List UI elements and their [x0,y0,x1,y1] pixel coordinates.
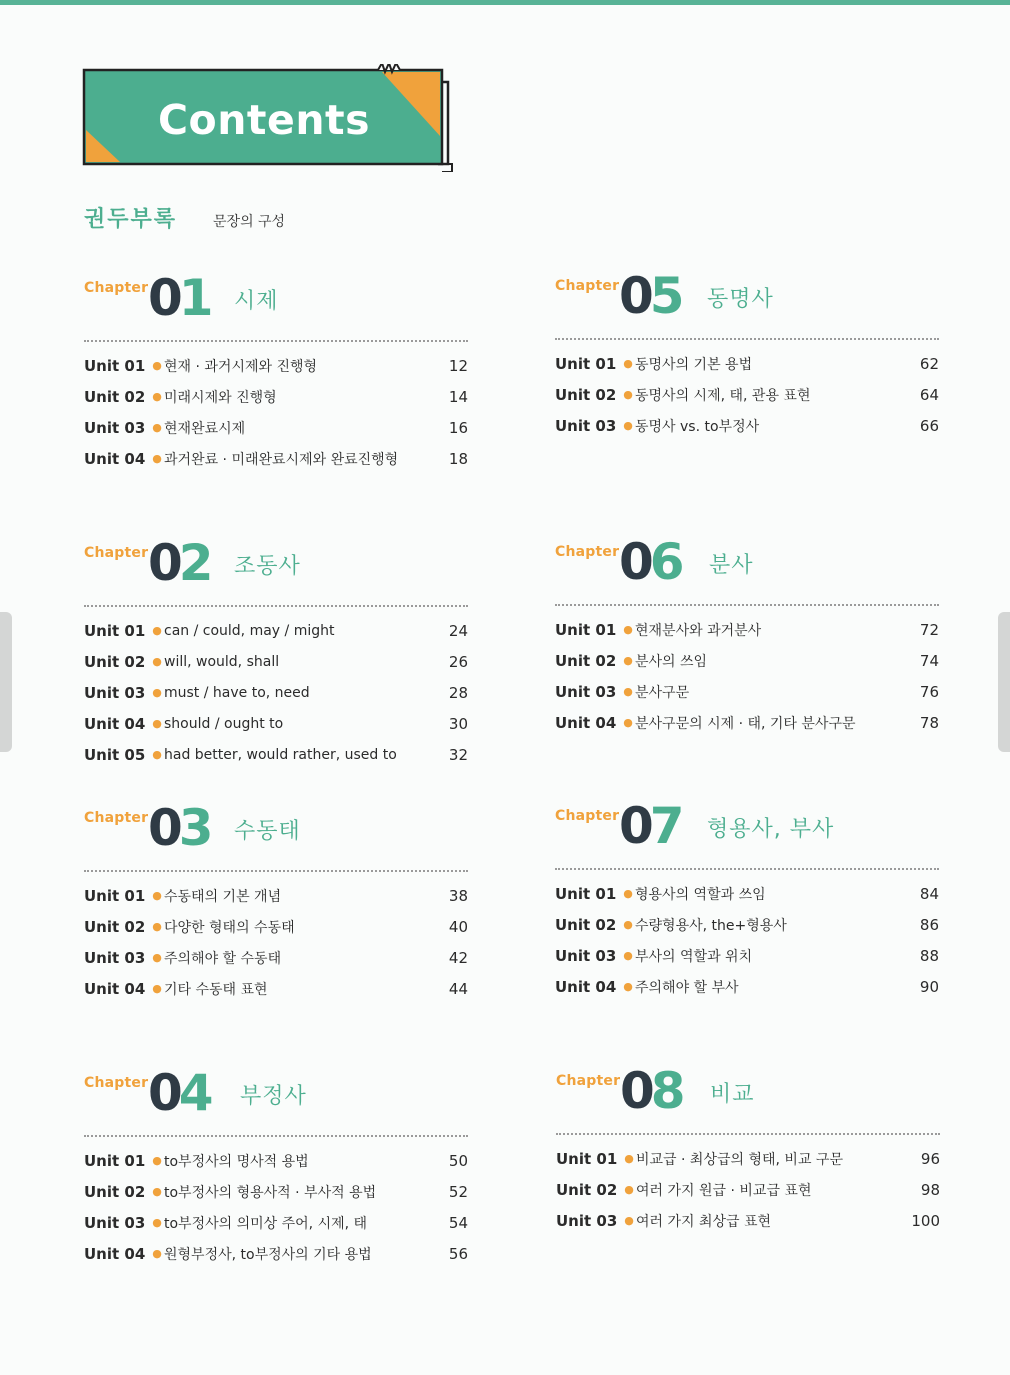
chapter-label: Chapter [84,280,149,296]
unit-title: should / ought to [164,715,284,732]
page-number: 66 [919,416,939,435]
dotted-divider [84,605,468,607]
unit-row[interactable] [555,614,939,645]
unit-label: Unit 03 [555,946,617,965]
page-number: 64 [919,385,939,404]
bullet-dot: ● [152,717,162,730]
unit-title: will, would, shall [164,653,280,670]
left-page-tab [0,612,12,752]
chapter-number: 08 [620,1062,682,1120]
unit-label: Unit 01 [555,354,617,373]
unit-row[interactable] [84,677,468,708]
bullet-dot: ● [152,1216,162,1229]
page-number: 42 [448,948,468,967]
bullet-dot: ● [152,920,162,933]
unit-row[interactable] [84,973,468,1004]
unit-title: 현재 · 과거시제와 진행형 [164,358,318,375]
page-number: 72 [919,620,939,639]
unit-title: to부정사의 의미상 주어, 시제, 태 [164,1215,368,1232]
bullet-dot: ● [152,421,162,434]
unit-row[interactable] [84,615,468,646]
unit-label: Unit 03 [84,1213,146,1232]
unit-row[interactable] [556,1205,940,1236]
chapter-title: 수동태 [234,819,301,844]
unit-label: Unit 04 [84,1244,146,1263]
unit-title: 동명사의 기본 용법 [635,356,753,373]
unit-label: Unit 04 [84,979,146,998]
unit-title: 분사구문 [635,684,690,701]
chapter-06 [555,533,939,738]
chapter-05 [555,267,939,441]
bullet-dot: ● [623,949,633,962]
unit-label: Unit 02 [84,387,146,406]
unit-title: can / could, may / might [164,622,335,639]
unit-row[interactable] [555,379,939,410]
unit-row[interactable] [84,880,468,911]
page-number: 18 [448,449,468,468]
unit-title: 다양한 형태의 수동태 [164,919,295,936]
contents-banner [82,64,454,172]
unit-label: Unit 03 [84,418,146,437]
page-number: 44 [448,979,468,998]
dotted-divider [84,870,468,872]
unit-row[interactable] [84,942,468,973]
unit-row[interactable] [556,1143,940,1174]
page-number: 62 [919,354,939,373]
bullet-dot: ● [152,889,162,902]
unit-label: Unit 02 [555,651,617,670]
unit-title: 동명사 vs. to부정사 [635,418,760,435]
page-number: 28 [448,683,468,702]
unit-label: Unit 01 [555,884,617,903]
bullet-dot: ● [152,1154,162,1167]
dotted-divider [555,868,939,870]
unit-row[interactable] [84,646,468,677]
unit-row[interactable] [555,676,939,707]
unit-label: Unit 02 [84,652,146,671]
page-number: 16 [448,418,468,437]
dotted-divider [555,338,939,340]
unit-title: 원형부정사, to부정사의 기타 용법 [164,1246,372,1263]
bullet-dot: ● [623,716,633,729]
page-number: 30 [448,714,468,733]
chapter-03 [84,799,468,1004]
right-page-tab [998,612,1010,752]
top-accent-strip [0,0,1010,5]
page-number: 88 [919,946,939,965]
unit-label: Unit 01 [84,886,146,905]
unit-row[interactable] [555,348,939,379]
chapter-number: 01 [148,269,210,327]
unit-row[interactable] [84,350,468,381]
unit-title: 분사구문의 시제 · 태, 기타 분사구문 [635,715,856,732]
unit-title: 비교급 · 최상급의 형태, 비교 구문 [636,1151,843,1168]
unit-title: 여러 가지 원급 · 비교급 표현 [636,1182,812,1199]
unit-label: Unit 01 [556,1149,618,1168]
unit-label: Unit 03 [84,683,146,702]
bullet-dot: ● [624,1183,634,1196]
chapter-08 [556,1062,940,1236]
unit-label: Unit 04 [84,449,146,468]
unit-row[interactable] [84,911,468,942]
chapter-04 [84,1064,468,1269]
unit-label: Unit 03 [555,682,617,701]
unit-label: Unit 04 [84,714,146,733]
bullet-dot: ● [624,1152,634,1165]
bullet-dot: ● [152,951,162,964]
bullet-dot: ● [152,452,162,465]
unit-row[interactable] [84,443,468,474]
chapter-number: 05 [619,267,681,325]
appendix-section [84,202,285,233]
chapter-label: Chapter [555,808,620,824]
bullet-dot: ● [152,390,162,403]
page-number: 100 [911,1211,940,1230]
bullet-dot: ● [152,982,162,995]
chapter-number: 07 [619,797,681,855]
bullet-dot: ● [152,748,162,761]
unit-title: had better, would rather, used to [164,746,397,763]
unit-label: Unit 02 [555,385,617,404]
unit-label: Unit 02 [84,1182,146,1201]
chapter-number: 04 [148,1064,210,1122]
page-number: 98 [920,1180,940,1199]
page-number: 84 [919,884,939,903]
bullet-dot: ● [623,887,633,900]
unit-label: Unit 04 [555,977,617,996]
unit-title: 부사의 역할과 위치 [635,948,753,965]
page-number: 86 [919,915,939,934]
unit-title: 과거완료 · 미래완료시제와 완료진행형 [164,451,399,468]
appendix-title: 권두부록 [84,207,178,232]
bullet-dot: ● [152,1247,162,1260]
bullet-dot: ● [623,419,633,432]
chapter-title: 비교 [710,1082,755,1107]
unit-row[interactable] [555,909,939,940]
page-number: 96 [920,1149,940,1168]
unit-row[interactable] [555,410,939,441]
chapter-title: 조동사 [234,554,301,579]
dotted-divider [84,340,468,342]
page-number: 90 [919,977,939,996]
page-title: Contents [157,96,371,144]
chapter-number: 03 [148,799,210,857]
page-number: 14 [448,387,468,406]
page-number: 76 [919,682,939,701]
chapter-title: 부정사 [240,1084,307,1109]
dotted-divider [84,1135,468,1137]
bullet-dot: ● [623,357,633,370]
unit-label: Unit 01 [84,356,146,375]
unit-row[interactable] [84,1207,468,1238]
unit-label: Unit 03 [555,416,617,435]
bullet-dot: ● [152,624,162,637]
unit-row[interactable] [84,381,468,412]
bullet-dot: ● [623,980,633,993]
unit-title: 수량형용사, the+형용사 [635,917,787,934]
unit-title: 형용사의 역할과 쓰임 [635,886,766,903]
chapter-label: Chapter [84,545,149,561]
chapter-title: 시제 [234,289,279,314]
dotted-divider [555,604,939,606]
chapter-number: 06 [619,533,681,591]
unit-row[interactable] [555,645,939,676]
bullet-dot: ● [623,623,633,636]
unit-title: 분사의 쓰임 [635,653,708,670]
unit-title: 기타 수동태 표현 [164,981,268,998]
unit-label: Unit 01 [84,1151,146,1170]
unit-title: 여러 가지 최상급 표현 [636,1213,772,1230]
page-number: 50 [448,1151,468,1170]
page-number: 56 [448,1244,468,1263]
unit-title: 동명사의 시제, 태, 관용 표현 [635,387,811,404]
bullet-dot: ● [623,388,633,401]
chapter-02 [84,534,468,770]
unit-title: to부정사의 형용사적 · 부사적 용법 [164,1184,377,1201]
page-number: 12 [448,356,468,375]
unit-label: Unit 01 [555,620,617,639]
page-number: 38 [448,886,468,905]
bullet-dot: ● [624,1214,634,1227]
chapter-number: 02 [148,534,210,592]
bullet-dot: ● [152,359,162,372]
unit-title: 수동태의 기본 개념 [164,888,282,905]
unit-label: Unit 02 [555,915,617,934]
page-number: 52 [448,1182,468,1201]
page-number: 54 [448,1213,468,1232]
unit-title: 미래시제와 진행형 [164,389,277,406]
unit-row[interactable] [84,1238,468,1269]
unit-row[interactable] [555,707,939,738]
bullet-dot: ● [152,655,162,668]
unit-title: 주의해야 할 부사 [635,979,739,996]
unit-label: Unit 05 [84,745,146,764]
unit-row[interactable] [555,971,939,1002]
unit-label: Unit 02 [84,917,146,936]
chapter-label: Chapter [556,1073,621,1089]
unit-row[interactable] [84,412,468,443]
unit-label: Unit 02 [556,1180,618,1199]
unit-row[interactable] [84,1145,468,1176]
bullet-dot: ● [623,654,633,667]
unit-row[interactable] [84,708,468,739]
unit-label: Unit 03 [556,1211,618,1230]
unit-row[interactable] [84,1176,468,1207]
chapter-title: 동명사 [707,287,774,312]
chapter-title: 분사 [709,553,754,578]
unit-row[interactable] [84,739,468,770]
page-number: 74 [919,651,939,670]
unit-label: Unit 04 [555,713,617,732]
bullet-dot: ● [152,1185,162,1198]
bullet-dot: ● [152,686,162,699]
unit-label: Unit 03 [84,948,146,967]
unit-row[interactable] [555,878,939,909]
chapter-title: 형용사, 부사 [707,817,835,842]
unit-title: 주의해야 할 수동태 [164,950,282,967]
unit-row[interactable] [555,940,939,971]
chapter-07 [555,797,939,1002]
unit-title: 현재분사와 과거분사 [635,622,762,639]
chapter-label: Chapter [84,810,149,826]
chapter-label: Chapter [84,1075,149,1091]
unit-label: Unit 01 [84,621,146,640]
dotted-divider [556,1133,940,1135]
page-number: 40 [448,917,468,936]
page-number: 24 [448,621,468,640]
page-number: 32 [448,745,468,764]
appendix-subtitle: 문장의 구성 [213,214,286,230]
unit-title: to부정사의 명사적 용법 [164,1153,309,1170]
bullet-dot: ● [623,685,633,698]
unit-title: must / have to, need [164,684,310,701]
chapter-label: Chapter [555,544,620,560]
unit-row[interactable] [556,1174,940,1205]
bullet-dot: ● [623,918,633,931]
unit-title: 현재완료시제 [164,420,246,437]
page-number: 26 [448,652,468,671]
chapter-label: Chapter [555,278,620,294]
chapter-01 [84,269,468,474]
page-number: 78 [919,713,939,732]
